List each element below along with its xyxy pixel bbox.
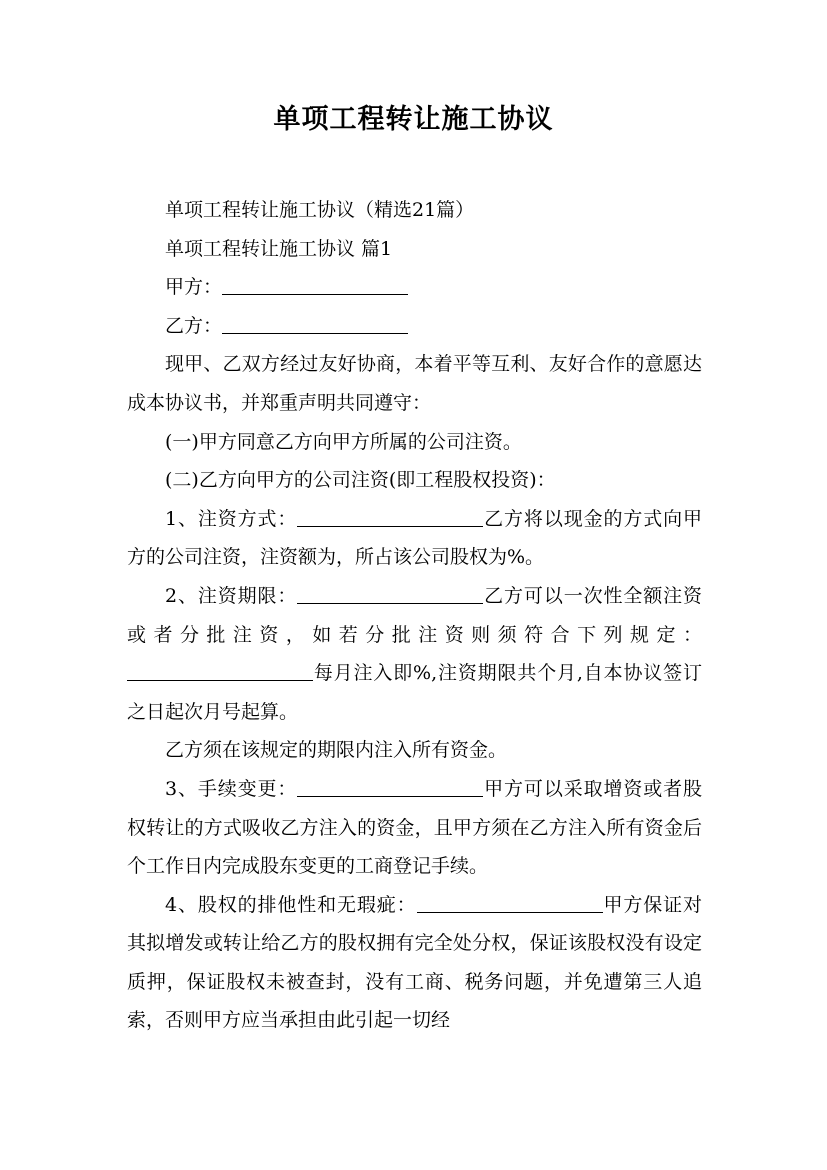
item-4-blank: [417, 890, 603, 913]
item-4-text: 甲方保证对其拟增发或转让给乙方的股权拥有完全处分权，保证该股权没有设定质押，保证股权未被查封，没有工商、税务问题，并免遭第三人追索，否则甲方应当承担由此引起一切经: [127, 893, 702, 1032]
intro-paragraph: 现甲、乙双方经过友好协商，本着平等互利、友好合作的意愿达成本协议书，并郑重声明共同遵守：: [127, 353, 702, 414]
item-2-blank: [297, 581, 483, 604]
item-1-blank: [297, 504, 483, 527]
item-4-label: 4、股权的排他性和无瑕疵：: [165, 893, 417, 916]
clause-1: (一)甲方同意乙方向甲方所属的公司注资。: [165, 430, 522, 453]
item-3-text: 甲方可以采取增资或者股权转让的方式吸收乙方注入的资金，且甲方须在乙方注入所有资金后个工作日内完成股东变更的工商登记手续。: [127, 777, 702, 878]
party-b-label: 乙方：: [165, 314, 223, 337]
item-2-text-b: 每月注入即%,注资期限共个月,自本协议签订之日起次月号起算。: [127, 662, 702, 723]
party-a-label: 甲方：: [165, 276, 223, 299]
item-2-label: 2、注资期限：: [165, 584, 298, 607]
section-heading: 单项工程转让施工协议 篇1: [165, 237, 393, 260]
party-b-line: [127, 307, 702, 346]
item-2-text: 乙方可以一次性全额注资或者分批注资，如若分批注资则须符合下列规定：: [127, 584, 702, 646]
party-a-blank: [222, 272, 408, 295]
party-a-line: [127, 268, 702, 307]
item-2-paragraph: [127, 577, 702, 731]
item-4-paragraph: [127, 886, 702, 1040]
item-3-label: 3、手续变更：: [165, 777, 298, 800]
item-2-blank-b: [127, 658, 313, 681]
item-3-blank: [297, 774, 483, 797]
clause-2: (二)乙方向甲方的公司注资(即工程股权投资)：: [165, 469, 556, 492]
document-subtitle: 单项工程转让施工协议（精选21篇）: [165, 199, 475, 221]
party-b-blank: [222, 311, 408, 334]
document-body: [127, 191, 702, 1040]
item-2-note: 乙方须在该规定的期限内注入所有资金。: [165, 739, 508, 762]
item-1-paragraph: [127, 500, 702, 577]
item-1-text: 乙方将以现金的方式向甲方的公司注资，注资额为，所占该公司股权为%。: [127, 507, 702, 569]
item-3-paragraph: [127, 770, 702, 886]
item-1-label: 1、注资方式：: [165, 507, 298, 530]
document-title: 单项工程转让施工协议: [273, 104, 554, 135]
